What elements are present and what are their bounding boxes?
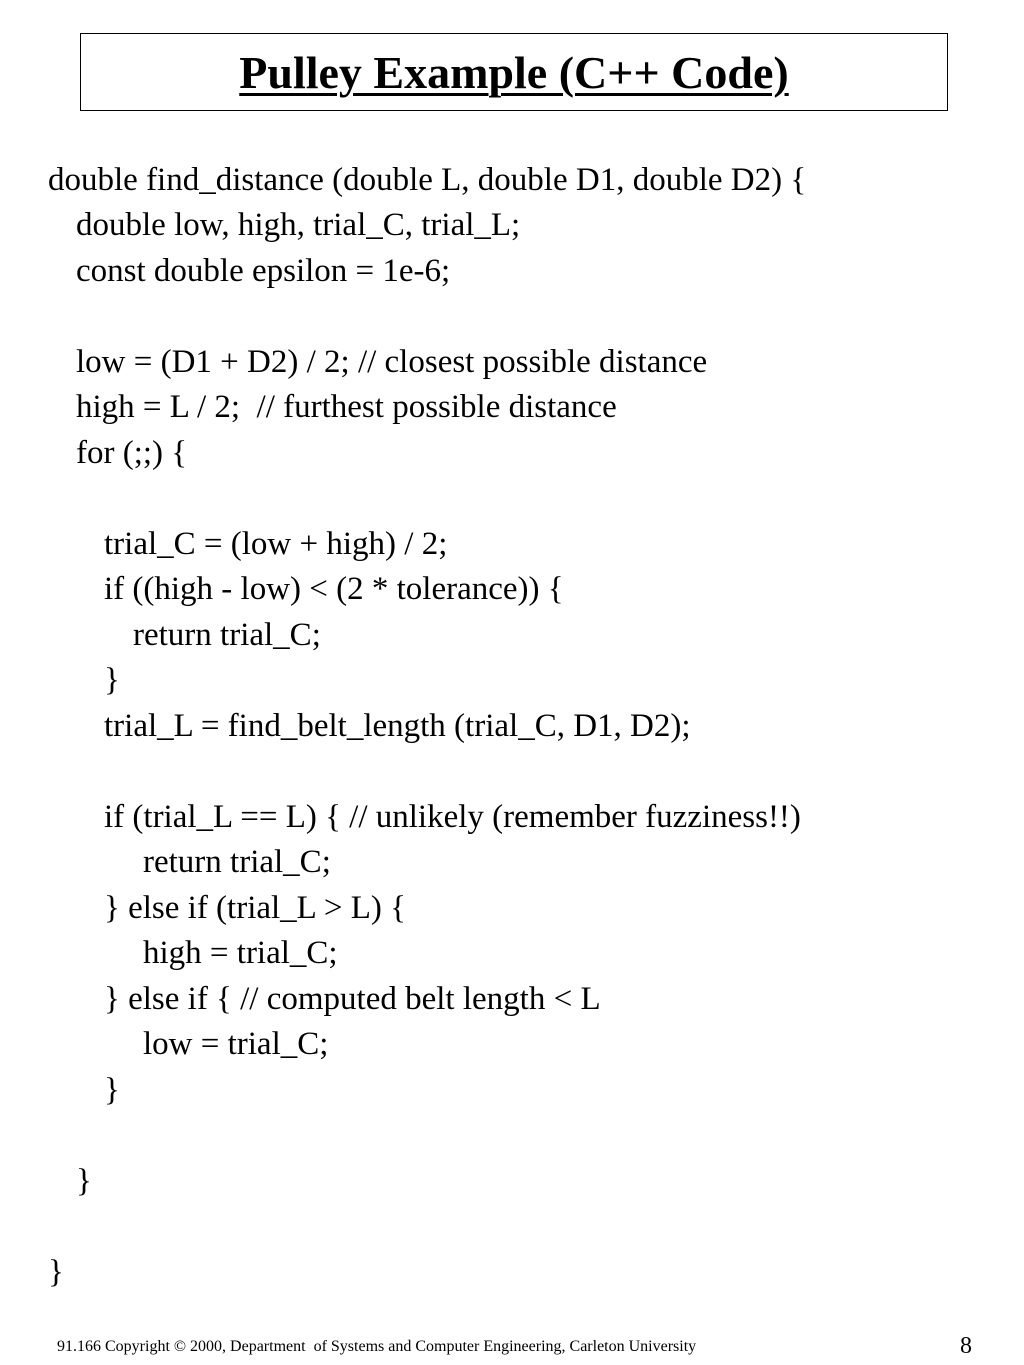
code-line: high = trial_C; — [143, 935, 338, 971]
code-line: } — [48, 1254, 64, 1290]
code-line: const double epsilon = 1e-6; — [76, 253, 451, 289]
page-number: 8 — [960, 1333, 972, 1359]
slide-title: Pulley Example (C++ Code) — [239, 46, 789, 98]
code-line: high = L / 2; // furthest possible distance — [76, 389, 617, 425]
code-line: return trial_C; — [133, 617, 321, 653]
code-line: return trial_C; — [143, 844, 331, 880]
code-line: low = (D1 + D2) / 2; // closest possible distance — [76, 344, 708, 380]
code-line: double find_distance (double L, double D1, double D2) { — [48, 162, 807, 198]
code-line: trial_C = (low + high) / 2; — [104, 526, 448, 562]
copyright-footer: 91.166 Copyright © 2000, Department of Systems and Computer Engineering, Carleton University — [57, 1338, 697, 1355]
code-line: } — [104, 1072, 120, 1108]
code-line: } — [76, 1163, 92, 1199]
code-line: trial_L = find_belt_length (trial_C, D1, D2); — [104, 708, 691, 744]
code-line: } else if (trial_L > L) { — [104, 890, 406, 926]
code-line: low = trial_C; — [143, 1026, 329, 1062]
code-line: if ((high - low) < (2 * tolerance)) { — [104, 571, 564, 607]
code-line: if (trial_L == L) { // unlikely (remember fuzziness!!) — [104, 799, 801, 835]
code-line: for (;;) { — [76, 435, 188, 471]
code-line: double low, high, trial_C, trial_L; — [76, 207, 521, 243]
code-line: } else if { // computed belt length < L — [104, 981, 601, 1017]
code-line: } — [104, 662, 120, 698]
